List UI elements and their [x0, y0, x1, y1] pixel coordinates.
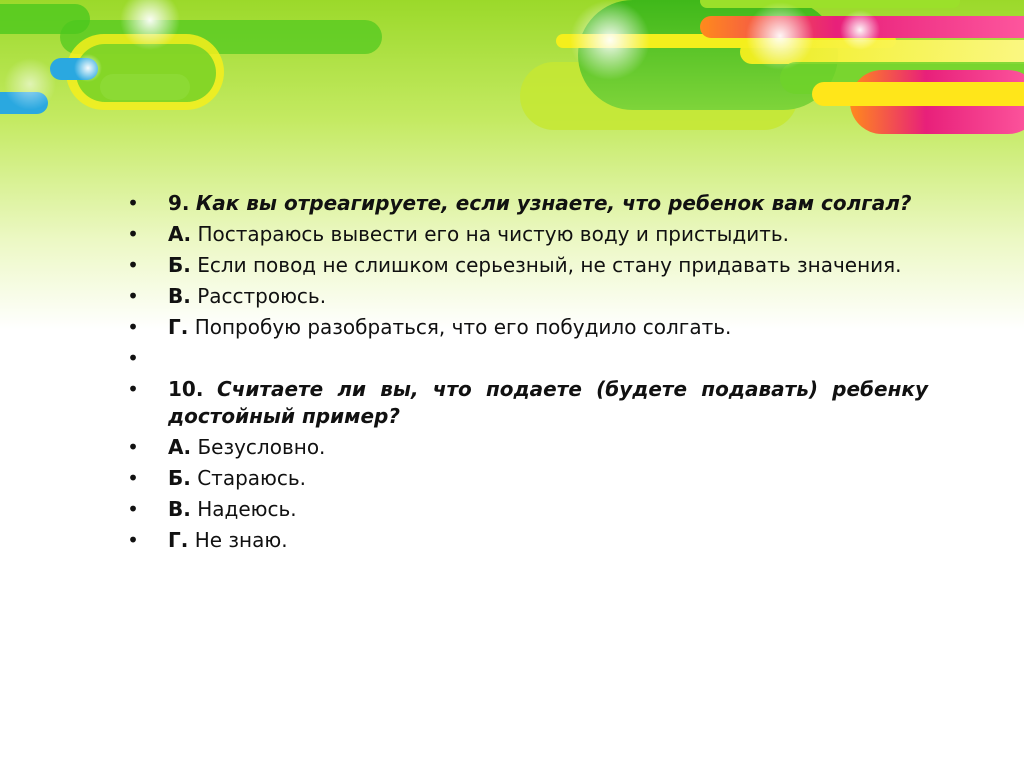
- bullet-list: [126, 190, 928, 554]
- deco-bar: [578, 0, 838, 110]
- question-item: [126, 376, 928, 430]
- bullet-icon: •: [127, 253, 139, 277]
- option-text: Не знаю.: [194, 528, 288, 552]
- deco-bar: [700, 16, 1024, 38]
- option-text: Стараюсь.: [197, 466, 307, 490]
- deco-glow: [120, 0, 180, 50]
- deco-bar: [0, 4, 90, 34]
- option-text: Постараюсь вывести его на чистую воду и пристыдить.: [197, 222, 790, 246]
- answer-option: [126, 252, 928, 279]
- deco-bar: [780, 62, 1024, 94]
- deco-bar: [850, 70, 1024, 134]
- deco-glow: [840, 10, 880, 50]
- bullet-icon: •: [127, 377, 139, 401]
- deco-bar: [556, 34, 896, 48]
- deco-bar: [50, 58, 98, 80]
- option-letter: А.: [168, 435, 192, 459]
- deco-bar: [76, 44, 216, 102]
- option-text: Расстроюсь.: [197, 284, 327, 308]
- option-text: Если повод не слишком серьезный, не стану придавать значения.: [197, 253, 902, 277]
- option-letter: В.: [168, 284, 191, 308]
- option-letter: А.: [168, 222, 192, 246]
- option-text: Надеюсь.: [197, 497, 297, 521]
- bullet-icon: •: [127, 346, 139, 370]
- bullet-icon: •: [127, 497, 139, 521]
- option-text: Попробую разобраться, что его побудило солгать.: [194, 315, 732, 339]
- deco-bar: [66, 34, 224, 110]
- bullet-icon: •: [127, 435, 139, 459]
- slide-content: [126, 190, 928, 558]
- answer-option: [126, 314, 928, 341]
- option-text: Безусловно.: [197, 435, 326, 459]
- answer-option: [126, 221, 928, 248]
- answer-option: [126, 527, 928, 554]
- question-text: Как вы отреагируете, если узнаете, что ребенок вам солгал?: [195, 191, 912, 215]
- option-letter: Б.: [168, 253, 191, 277]
- option-letter: В.: [168, 497, 191, 521]
- answer-option: [126, 434, 928, 461]
- option-letter: Г.: [168, 528, 189, 552]
- deco-glow: [570, 0, 650, 80]
- deco-bar: [740, 40, 1024, 64]
- deco-glow: [746, 2, 814, 70]
- answer-option: [126, 465, 928, 492]
- bullet-icon: •: [127, 315, 139, 339]
- question-number: 10.: [168, 377, 204, 401]
- bullet-icon: •: [127, 222, 139, 246]
- bullet-icon: •: [127, 191, 139, 215]
- deco-bar: [812, 82, 1024, 106]
- question-text: Считаете ли вы, что подаете (будете подавать) ребенку достойный пример?: [168, 377, 928, 428]
- answer-option: [126, 283, 928, 310]
- bullet-icon: •: [127, 466, 139, 490]
- question-number: 9.: [168, 191, 190, 215]
- bullet-icon: •: [127, 528, 139, 552]
- answer-option: [126, 496, 928, 523]
- bullet-icon: •: [127, 284, 139, 308]
- deco-glow: [74, 54, 102, 82]
- empty-item: [126, 345, 928, 372]
- deco-glow: [4, 58, 56, 110]
- option-letter: Б.: [168, 466, 191, 490]
- deco-bar: [100, 74, 190, 100]
- deco-bar: [520, 62, 798, 130]
- option-letter: Г.: [168, 315, 189, 339]
- deco-bar: [700, 0, 960, 8]
- deco-bar: [0, 92, 48, 114]
- question-item: [126, 190, 928, 217]
- deco-bar: [60, 20, 382, 54]
